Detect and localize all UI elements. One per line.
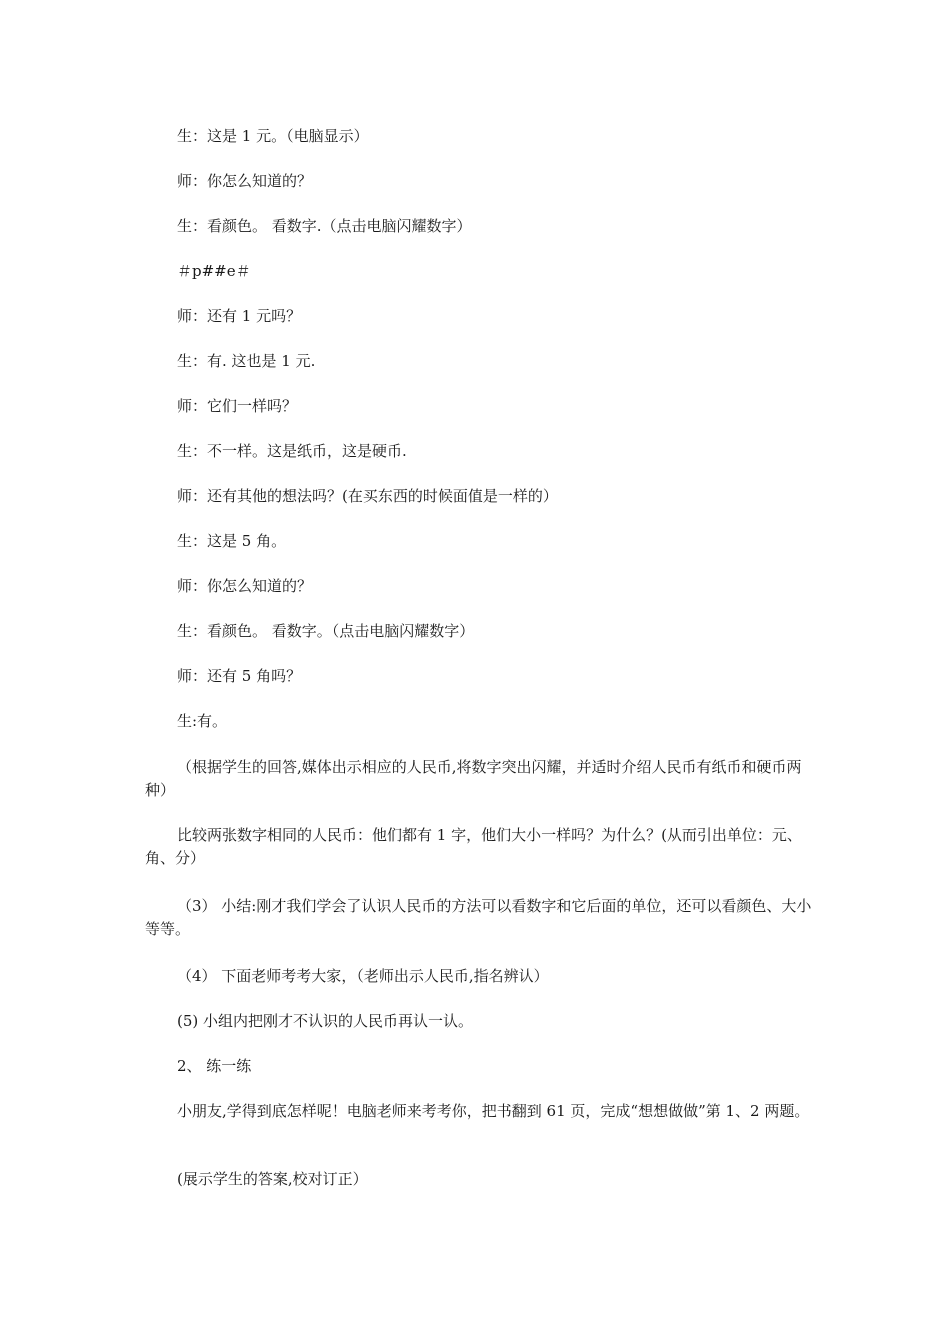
- paragraph: 比较两张数字相同的人民币：他们都有 1 字，他们大小一样吗？为什么？(从而引出单位：元、角、分）: [145, 826, 802, 867]
- paragraph-summary: （3） 小结:刚才我们学会了认识人民币的方法可以看数字和它后面的单位，还可以看颜色、大小等等。: [145, 897, 812, 938]
- dialogue-line: 师：你怎么知道的？: [177, 577, 313, 595]
- dialogue-line: 生：不一样。这是纸币，这是硬币.: [177, 442, 407, 460]
- dialogue-line: 师：它们一样吗？: [177, 397, 298, 415]
- dialogue-line: 师：还有其他的想法吗？(在买东西的时候面值是一样的）: [177, 487, 558, 505]
- paragraph: (5) 小组内把刚才不认识的人民币再认一认。: [177, 1012, 474, 1030]
- dialogue-line: 师：还有 5 角吗？: [177, 667, 302, 685]
- dialogue-line: 生：看颜色。 看数字.（点击电脑闪耀数字）: [177, 217, 472, 235]
- dialogue-line: 师：你怎么知道的？: [177, 172, 313, 190]
- dialogue-line: 生：这是 5 角。: [177, 532, 287, 550]
- dialogue-line: 生：有. 这也是 1 元.: [177, 352, 316, 370]
- dialogue-line: 生：这是 1 元。（电脑显示）: [177, 127, 369, 145]
- dialogue-line: 师：还有 1 元吗？: [177, 307, 302, 325]
- paragraph: (展示学生的答案,校对订正）: [177, 1170, 368, 1188]
- paragraph: （4） 下面老师考考大家，（老师出示人民币,指名辨认）: [177, 967, 549, 985]
- paragraph: （根据学生的回答,媒体出示相应的人民币,将数字突出闪耀，并适时介绍人民币有纸币和硬币两种）: [145, 758, 802, 799]
- paragraph: 小朋友,学得到底怎样呢！电脑老师来考考你，把书翻到 61 页，完成“想想做做”第 1、2 两题。: [177, 1102, 810, 1120]
- dialogue-line: 生：看颜色。 看数字。（点击电脑闪耀数字）: [177, 622, 475, 640]
- placeholder-marker: ＃p##e＃: [177, 262, 251, 280]
- dialogue-line: 生:有。: [177, 712, 228, 730]
- section-heading: 2、 练一练: [177, 1057, 252, 1075]
